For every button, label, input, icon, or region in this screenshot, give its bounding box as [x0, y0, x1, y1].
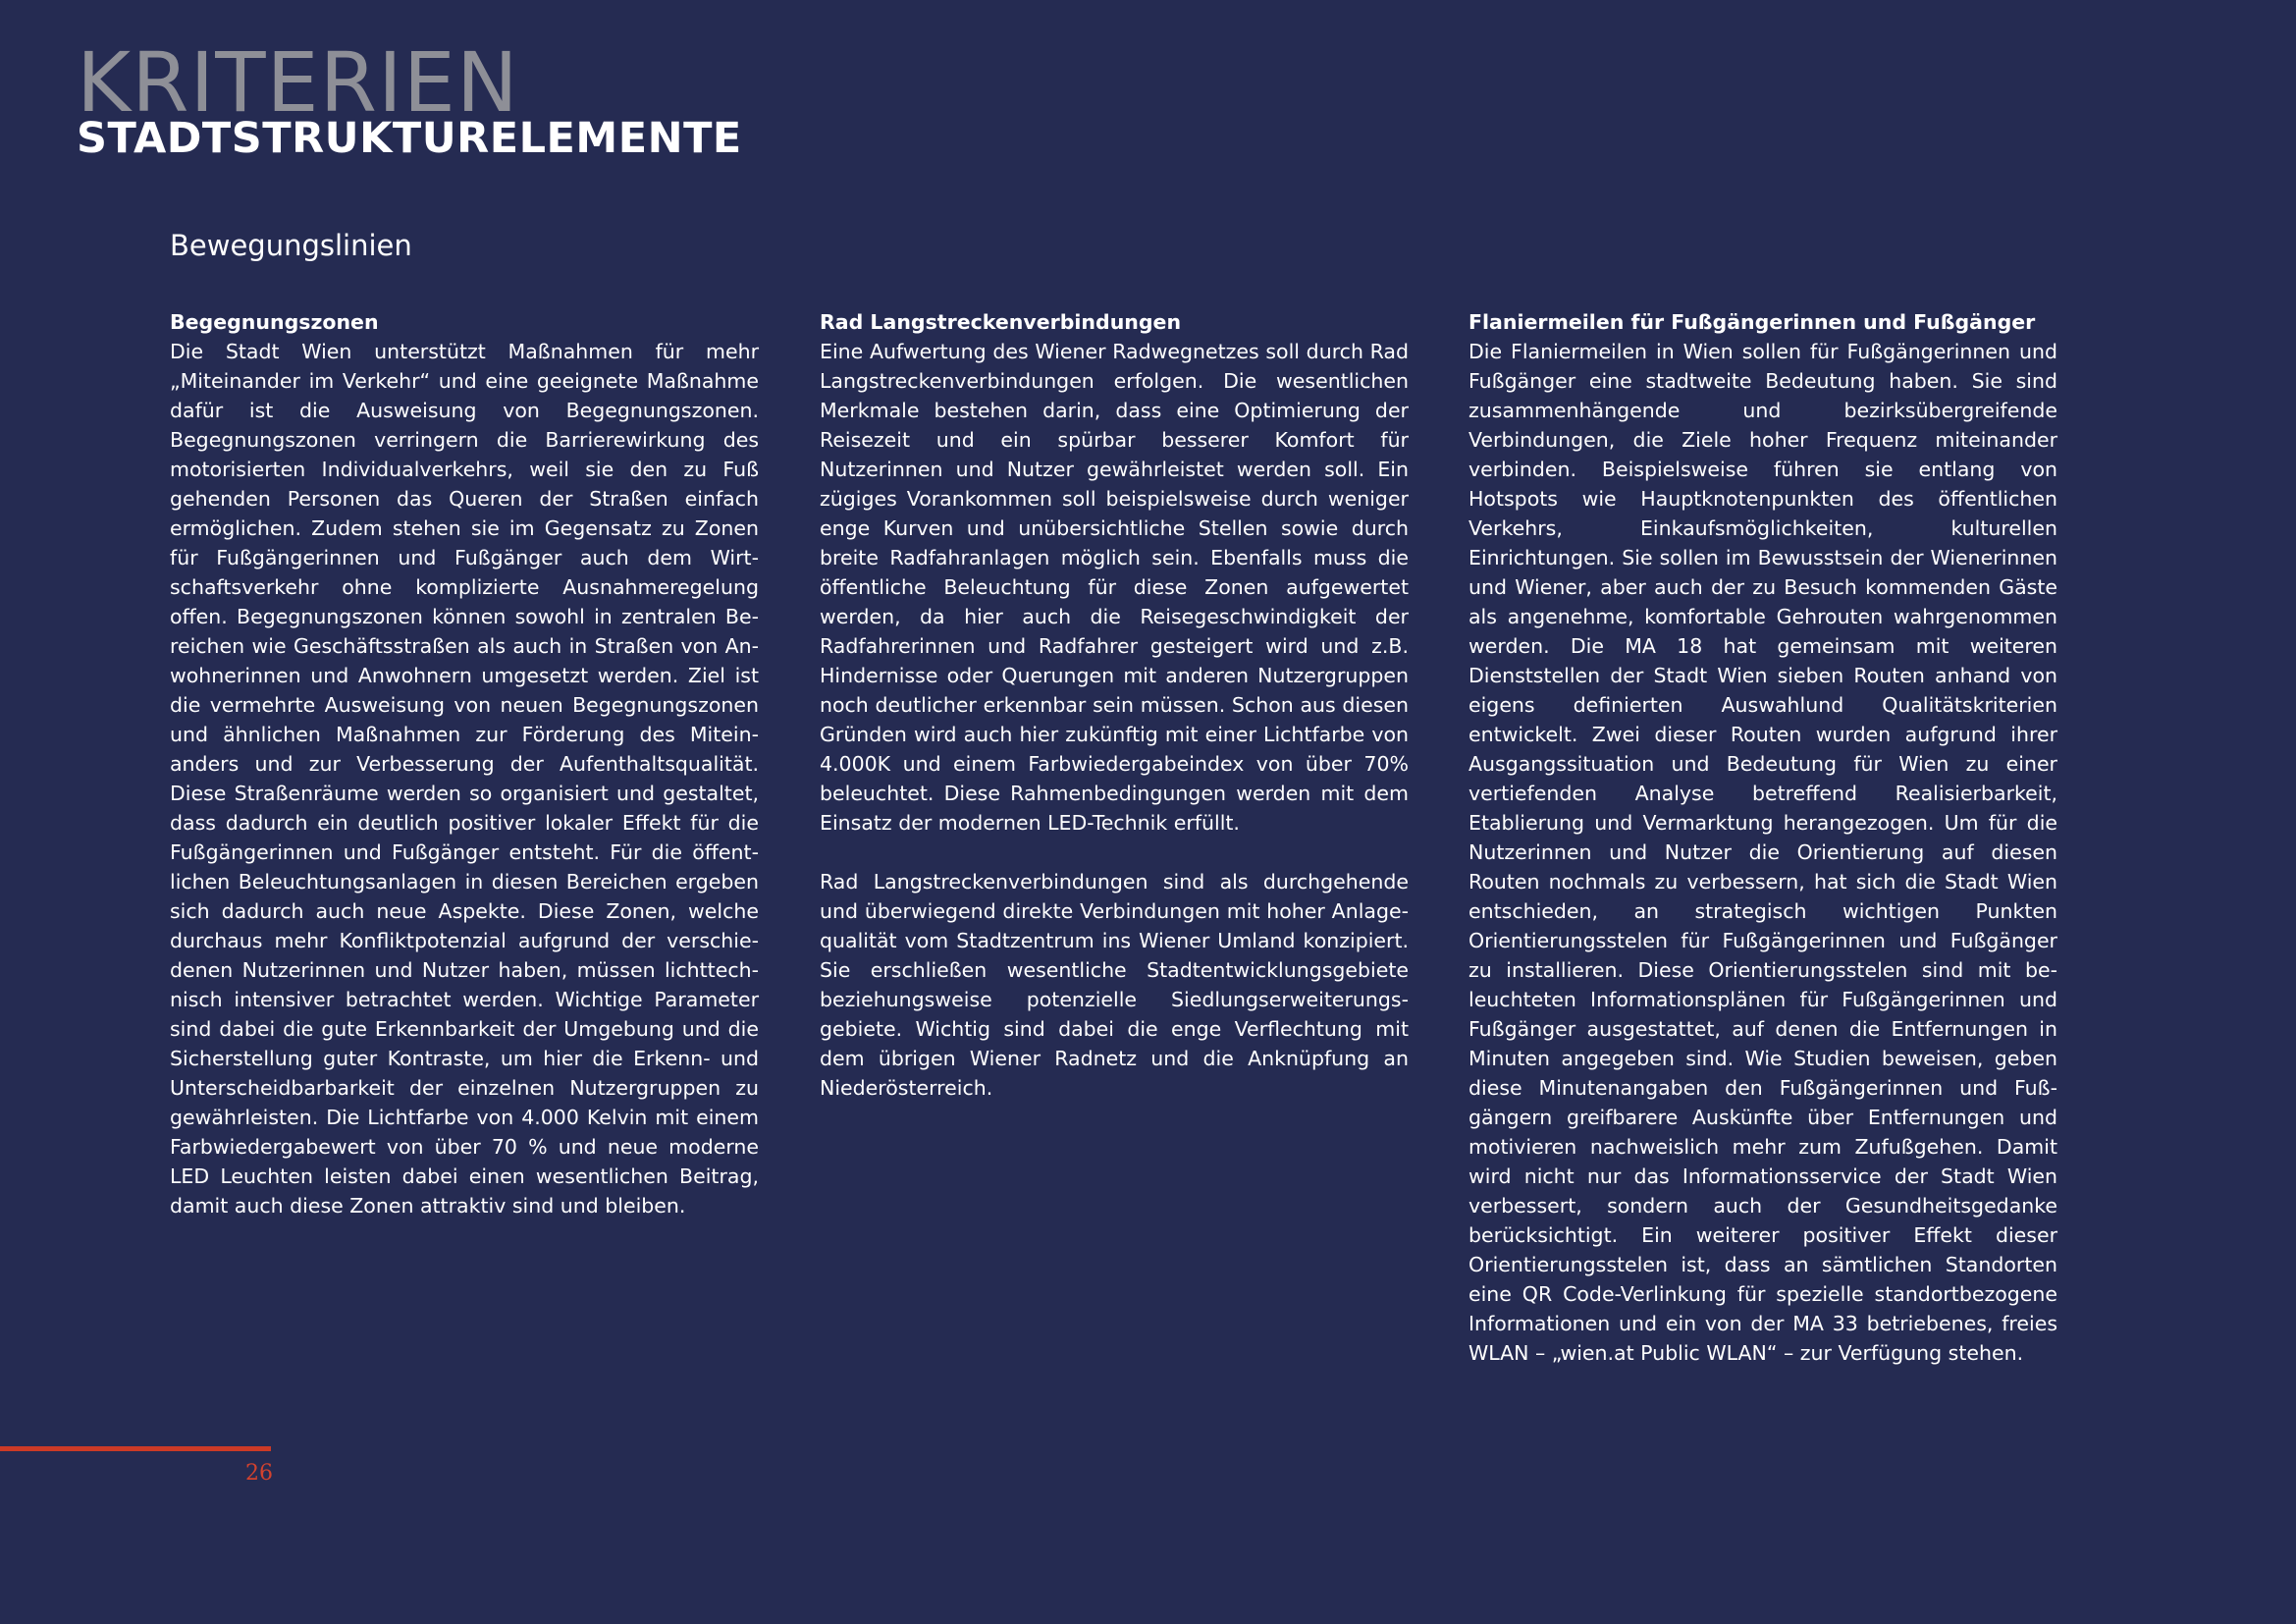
footer-accent-rule	[0, 1446, 271, 1451]
page-number: 26	[245, 1461, 273, 1486]
text-column-begegnungszonen	[170, 307, 759, 1220]
column-paragraph: Die Stadt Wien unterstützt Maßnahmen für mehr „Miteinander im Verkehr“ und eine geeignete Maßnahme dafür ist die Ausweisung von Begegnungszonen. Begegnungszonen verringern die Barrierewirkung des motorisierten Individualverkehrs, weil sie den zu Fuß gehenden Personen das Queren der Straßen einfach ermöglichen. Zudem stehen sie im Gegensatz zu Zonen für Fußgängerinnen und Fußgänger auch dem Wirtschaftsverkehr ohne komplizierte Ausnahmeregelung offen. Begegnungszonen können sowohl in zentralen Bereichen wie Geschäftsstraßen als auch in Straßen von Anwohnerinnen und Anwohnern umgesetzt werden. Ziel ist die vermehrte Ausweisung von neuen Begegnungszonen und ähnlichen Maßnahmen zur Förderung des Miteinanders und zur Verbesserung der Aufenthaltsqualität. Diese Straßenräume werden so organisiert und gestaltet, dass dadurch ein deutlich positiver lokaler Effekt für die Fußgängerinnen und Fußgänger entsteht. Für die öffentlichen Beleuchtungsanlagen in diesen Bereichen ergeben sich dadurch auch neue Aspekte. Diese Zonen, welche durchaus mehr Konfliktpotenzial aufgrund der verschiedenen Nutzerinnen und Nutzer haben, müssen lichttechnisch intensiver betrachtet werden. Wichtige Parameter sind dabei die gute Erkennbarkeit der Umgebung und die Sicherstellung guter Kontraste, um hier die Erkenn- und Unterscheidbarbarkeit der einzelnen Nutzergruppen zu gewährleisten. Die Lichtfarbe von 4.000 Kelvin mit einem Farbwiedergabewert von über 70 % und neue moderne LED Leuchten leisten dabei einen wesentlichen Beitrag, damit auch diese Zonen attraktiv sind und bleiben.	[170, 340, 759, 1218]
column-heading: Flaniermeilen für Fußgängerinnen und Fußgänger	[1468, 310, 2036, 334]
chapter-kicker: KRITERIEN	[77, 34, 519, 131]
column-heading: Begegnungszonen	[170, 310, 379, 334]
column-paragraph: Eine Aufwertung des Wiener Radwegnetzes soll durch Rad Langstreckenverbindungen erfolgen. Die wesentlichen Merkmale bestehen darin, dass eine Optimierung der Reisezeit und ein spürbar besserer Komfort für Nutzerinnen und Nutzer gewährleistet werden soll. Ein zügiges Vorankommen soll beispielsweise durch weniger enge Kurven und unübersichtliche Stellen sowie durch breite Radfahranlagen möglich sein. Ebenfalls muss die öffentliche Beleuchtung für diese Zonen aufgewertet werden, da hier auch die Reisegeschwindigkeit der Radfahrerinnen und Radfahrer gesteigert wird und z.B. Hindernisse oder Querungen mit anderen Nutzergruppen noch deutlicher erkennbar sein müssen. Schon aus diesen Gründen wird auch hier zukünftig mit einer Lichtfarbe von 4.000K und einem Farbwiedergabeindex von über 70% beleuchtet. Diese Rahmenbedingungen werden mit dem Einsatz der modernen LED-Technik erfüllt.	[820, 340, 1409, 835]
column-heading: Rad Langstreckenverbindungen	[820, 310, 1182, 334]
column-paragraph: Rad Langstreckenverbindungen sind als durchgehende und überwiegend direkte Verbindungen mit hoher Anlagequalität vom Stadtzentrum ins Wiener Umland konzipiert. Sie erschließen wesentliche Stadtentwicklungsgebiete beziehungsweise potenzielle Siedlungserweiterungsgebiete. Wichtig sind dabei die enge Verflechtung mit dem übrigen Wiener Radnetz und die Anknüpfung an Niederösterreich.	[820, 870, 1409, 1100]
text-column-flaniermeilen	[1468, 307, 2057, 1368]
page-title: STADTSTRUKTURELEMENTE	[77, 114, 742, 163]
section-title: Bewegungslinien	[170, 229, 412, 262]
column-paragraph: Die Flaniermeilen in Wien sollen für Fußgängerinnen und Fußgänger eine stadtweite Bedeutung haben. Sie sind zusammenhängende und bezirksübergreifende Verbindungen, die Ziele hoher Frequenz miteinander verbinden. Beispielsweise führen sie entlang von Hotspots wie Hauptknotenpunkten des öffentlichen Verkehrs, Einkaufsmöglichkeiten, kulturellen Einrichtungen. Sie sollen im Bewusstsein der Wienerinnen und Wiener, aber auch der zu Besuch kommenden Gäste als angenehme, komfortable Gehrouten wahrgenommen werden. Die MA 18 hat gemeinsam mit weiteren Dienststellen der Stadt Wien sieben Routen anhand von eigens definierten Auswahlund Qualitätskriterien entwickelt. Zwei dieser Routen wurden aufgrund ihrer Ausgangssituation und Bedeutung für Wien zu einer vertiefenden Analyse betreffend Realisierbarkeit, Etablierung und Vermarktung herangezogen. Um für die Nutzerinnen und Nutzer die Orientierung auf diesen Routen nochmals zu verbessern, hat sich die Stadt Wien entschieden, an strategisch wichtigen Punkten Orientierungsstelen für Fußgängerinnen und Fußgänger zu installieren. Diese Orientierungsstelen sind mit beleuchteten Informationsplänen für Fußgängerinnen und Fußgänger ausgestattet, auf denen die Entfernungen in Minuten angegeben sind. Wie Studien beweisen, geben diese Minutenangaben den Fußgängerinnen und Fußgängern greifbarere Auskünfte über Entfernungen und motivieren nachweislich mehr zum Zufußgehen. Damit wird nicht nur das Informationsservice der Stadt Wien verbessert, sondern auch der Gesundheitsgedanke berücksichtigt. Ein weiterer positiver Effekt dieser Orientierungsstelen ist, dass an sämtlichen Standorten eine QR Code-Verlinkung für spezielle standortbezogene Informationen und ein von der MA 33 betriebenes, freies WLAN – „wien.at Public WLAN“ – zur Verfügung stehen.	[1468, 340, 2057, 1365]
text-column-rad-langstreckenverbindungen	[820, 307, 1409, 1103]
